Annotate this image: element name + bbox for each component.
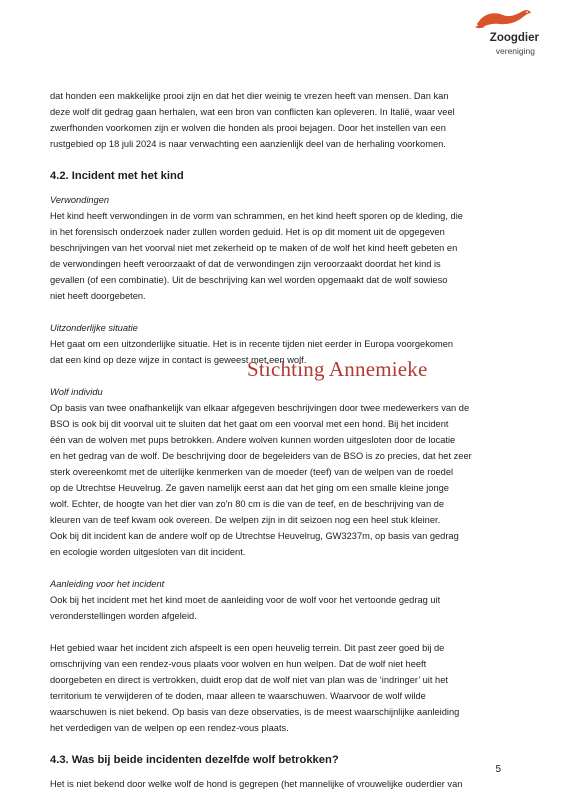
aanleiding-paragraph: Ook bij het incident met het kind moet de aanleiding voor de wolf voor het vertoonde gedrag uit veronderstellingen worden afgeleid.: [50, 595, 441, 621]
intro-paragraph: dat honden een makkelijke prooi zijn en dat het dier weinig te vrezen heeft van mensen. Dan kan deze wolf dit gedrag gaan herhalen, wat een bron van conflicten kan opleveren. In Italië, waar veel zwerfhonden voorkomen zijn er wolven die honden als prooi bejagen. Door het instellen van een rustgebied op 18 juli 2024 is naar verwachting een aanzienlijk deel van de herhaling voorkomen.: [50, 91, 455, 149]
logo-subtitle: vereniging: [495, 46, 535, 56]
document-body: [50, 88, 502, 792]
logo-name: Zoogdier: [489, 32, 539, 44]
otter-icon: [473, 6, 535, 32]
subsection-title: Wolf individu: [50, 387, 103, 397]
page-number: 5: [495, 764, 501, 775]
section-heading-4-3: 4.3. Was bij beide incidenten dezelfde wolf betrokken?: [50, 754, 339, 766]
verwondingen-paragraph: Het kind heeft verwondingen in de vorm van schrammen, en het kind heeft sporen op de kleding, die in het forensisch onderzoek nader zullen worden geduid. Het is op dit moment uit de opgegeven beschrijvingen van het voorval niet met zekerheid op te maken of de wolf het kind heeft gebeten en de verwondingen heeft veroorzaakt of dat de verwondingen zijn veroorzaakt doordat het kind is gevallen (of een combinatie). Uit de beschrijving kan wel worden opgemaakt dat de wolf sowieso niet heeft doorgebeten.: [50, 211, 463, 301]
gebied-paragraph: Het gebied waar het incident zich afspeelt is een open heuvelig terrein. Dit past zeer goed bij de omschrijving van een rendez-vous plaats voor wolven en hun welpen. Dat de wolf niet heeft doorgebeten en direct is vertrokken, duidt erop dat de wolf niet van plan was de ‘indringer’ uit het territorium te verwijderen of te doden, maar alleen te waarschuwen. Waarvoor de wolf wilde waarschuwen is niet bekend. Op basis van deze observaties, is de meest waarschijnlijke aanleiding het verdedigen van de welpen op een rendez-vous plaats.: [50, 643, 460, 733]
zoogdiervereniging-logo: [469, 6, 539, 61]
section-heading-4-2: 4.2. Incident met het kind: [50, 170, 184, 182]
stamp-text: Stichting Annemieke: [247, 357, 428, 381]
uitzonderlijke-paragraph: Het gaat om een uitzonderlijke situatie. Het is in recente tijden niet eerder in Europa voorgekomen dat een kind op deze wijze in contact is geweest met een wolf.: [50, 339, 454, 365]
wolf-individu-paragraph: Op basis van twee onafhankelijk van elkaar afgegeven beschrijvingen door twee medewerkers van de BSO is ook bij dit voorval uit te sluiten dat het gaat om een voorval met een hond. Bij het incident één van de wolven met pups betrokken. Andere wolven kunnen worden uitgesloten door de locatie en het gedrag van de wolf. De beschrijving door de begeleiders van de BSO is zo precies, dat het zeer sterk overeenkomt met de uiterlijke kenmerken van de moeder (teef) van de welpen van de roedel op de Utrechtse Heuvelrug. Ze gaven namelijk eerst aan dat het ging om een smalle kleine jonge wolf. Echter, de hoogte van het dier van zo'n 80 cm is die van de teef, en de beschrijving van de kleuren van de teef kwam ook overeen. De welpen zijn in dit seizoen nog een heel stuk kleiner. Ook bij dit incident kan de andere wolf op de Utrechtse Heuvelrug, GW3237m, op basis van gedrag en ecologie worden uitgesloten van dit incident.: [50, 403, 472, 557]
section-4-3-paragraph: Het is niet bekend door welke wolf de hond is gegrepen (het mannelijke of vrouwelijke ouderdier van: [50, 779, 463, 789]
subsection-title: Aanleiding voor het incident: [50, 579, 165, 589]
subsection-title: Verwondingen: [50, 195, 110, 205]
subsection-title: Uitzonderlijke situatie: [50, 323, 138, 333]
